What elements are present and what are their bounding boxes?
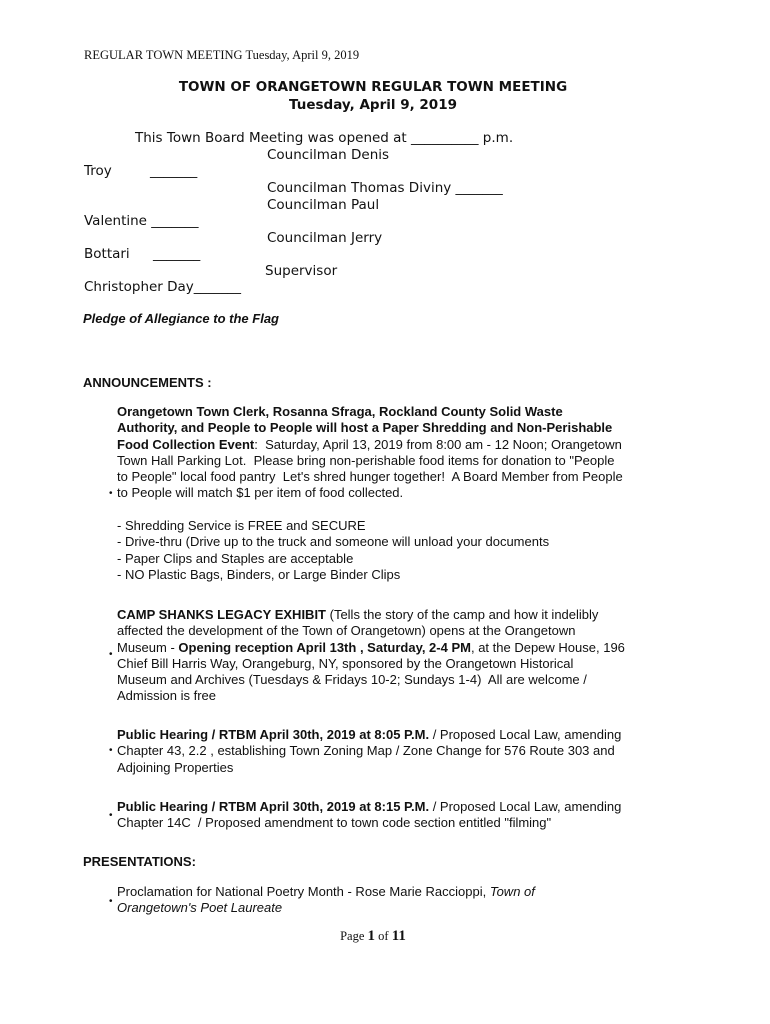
- roll-diviny: Councilman Thomas Diviny _______: [267, 180, 503, 196]
- roll-valentine: Valentine _______: [84, 213, 199, 229]
- page-number: 1: [367, 928, 376, 944]
- bullet-icon: •: [109, 896, 113, 907]
- poetry-town-of: Town of: [489, 884, 535, 899]
- roll-supervisor: Supervisor: [265, 263, 338, 279]
- camp-line-4: Chief Bill Harris Way, Orangeburg, NY, sponsored by the Orangetown Historical: [117, 655, 574, 671]
- hearing2-title: Public Hearing / RTBM April 30th, 2019 at 8:15 P.M.: [117, 799, 430, 814]
- roll-paul: Councilman Paul: [267, 197, 380, 213]
- hearing2-line-2: Chapter 14C / Proposed amendment to town code section entitled "filming": [117, 815, 552, 831]
- meeting-opened-line: This Town Board Meeting was opened at __________ p.m.: [135, 130, 514, 146]
- hearing1-title: Public Hearing / RTBM April 30th, 2019 at 8:05 P.M.: [117, 727, 430, 742]
- shredding-line-4: Town Hall Parking Lot. Please bring non-perishable food items for donation to "People: [117, 452, 615, 468]
- camp-line-2: affected the development of the Town of Orangetown) opens at the Orangetown: [117, 623, 576, 639]
- document-date: Tuesday, April 9, 2019: [289, 97, 457, 113]
- list-item: - Drive-thru (Drive up to the truck and someone will unload your documents: [117, 534, 550, 550]
- public-hearing-1: [117, 727, 677, 776]
- list-item: - Paper Clips and Staples are acceptable: [117, 550, 354, 566]
- camp-opening-reception: Opening reception April 13th , Saturday, 2-4 PM: [178, 639, 471, 655]
- camp-line-6: Admission is free: [117, 688, 216, 704]
- document-title: TOWN OF ORANGETOWN REGULAR TOWN MEETING: [178, 79, 568, 95]
- camp-shanks-announcement: [117, 607, 677, 705]
- shredding-details-list: [117, 518, 677, 583]
- roll-bottari: Bottari: [84, 246, 130, 262]
- page-total: 11: [391, 928, 406, 944]
- shredding-bold-1: Orangetown Town Clerk, Rosanna Sfraga, Rockland County Solid Waste: [117, 404, 563, 419]
- page-footer: [0, 928, 746, 945]
- roll-denis: Councilman Denis: [267, 147, 390, 163]
- camp-depew: , at the Depew House, 196: [470, 639, 625, 655]
- poetry-proclamation: [117, 884, 677, 917]
- hearing1-line-3: Adjoining Properties: [117, 759, 234, 775]
- hearing1-line-2: Chapter 43, 2.2 , establishing Town Zoning Map / Zone Change for 576 Route 303 and: [117, 743, 615, 759]
- hearing2-line-1: / Proposed Local Law, amending: [429, 799, 622, 814]
- roll-bottari-blank: _______: [153, 246, 201, 262]
- page-word: Page: [340, 929, 365, 943]
- bullet-icon: •: [109, 810, 113, 821]
- camp-museum: Museum -: [117, 639, 179, 655]
- roll-troy: Troy: [84, 163, 112, 179]
- shredding-line-6: to People will match $1 per item of food collected.: [117, 485, 404, 501]
- public-hearing-2: [117, 799, 677, 832]
- shredding-bold-2: Authority, and People to People will host a Paper Shredding and Non-Perishable: [117, 420, 613, 436]
- bullet-icon: •: [109, 745, 113, 756]
- hearing1-line-1: / Proposed Local Law, amending: [429, 727, 622, 742]
- shredding-announcement: [117, 404, 677, 502]
- running-header: REGULAR TOWN MEETING Tuesday, April 9, 2019: [84, 48, 360, 62]
- bullet-icon: •: [109, 488, 113, 499]
- roll-day: Christopher Day_______: [84, 279, 242, 295]
- camp-line-1: (Tells the story of the camp and how it indelibly: [326, 607, 599, 622]
- poetry-laureate: Orangetown's Poet Laureate: [117, 900, 283, 916]
- camp-shanks-title: CAMP SHANKS LEGACY EXHIBIT: [117, 607, 326, 622]
- pledge-heading: Pledge of Allegiance to the Flag: [83, 311, 279, 326]
- of-word: of: [378, 929, 389, 943]
- poetry-line-1: Proclamation for National Poetry Month - Rose Marie Raccioppi,: [117, 884, 490, 899]
- list-item: - NO Plastic Bags, Binders, or Large Binder Clips: [117, 566, 401, 582]
- roll-troy-blank: _______: [150, 163, 198, 179]
- shredding-line-5: to People" local food pantry Let's shred hunger together! A Board Member from People: [117, 469, 623, 485]
- roll-jerry: Councilman Jerry: [267, 230, 383, 246]
- shredding-date: : Saturday, April 13, 2019 from 8:00 am - 12 Noon; Orangetown: [254, 436, 622, 452]
- presentations-heading: PRESENTATIONS:: [83, 854, 196, 869]
- shredding-event-name: Food Collection Event: [117, 436, 255, 452]
- list-item: - Shredding Service is FREE and SECURE: [117, 518, 366, 533]
- camp-line-5: Museum and Archives (Tuesdays & Fridays 10-2; Sundays 1-4) All are welcome /: [117, 672, 587, 688]
- announcements-heading: ANNOUNCEMENTS :: [83, 375, 212, 390]
- bullet-icon: •: [109, 649, 113, 660]
